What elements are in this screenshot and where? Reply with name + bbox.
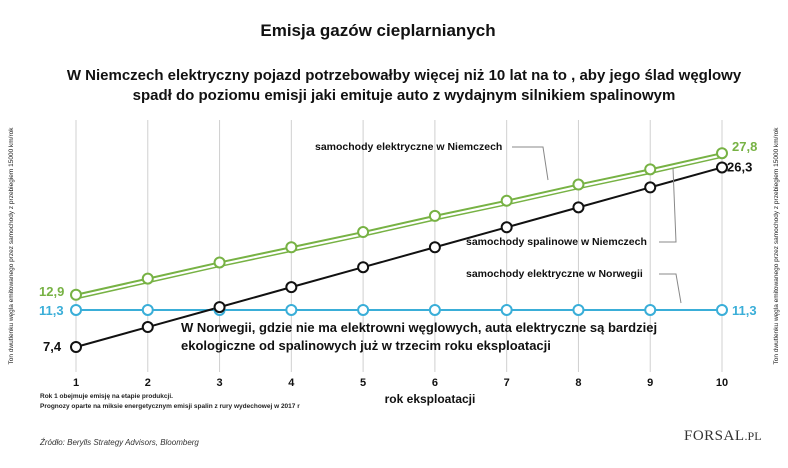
x-tick-label: 9: [647, 377, 654, 389]
data-point-spalinowe-niemcy: [143, 322, 153, 332]
data-point-spalinowe-niemcy: [717, 162, 727, 172]
start-value-label-elektryczne-norwegia: 11,3: [39, 302, 64, 318]
data-point-elektryczne-niemcy: [502, 196, 512, 206]
data-point-elektryczne-niemcy: [645, 164, 655, 174]
data-point-spalinowe-niemcy: [430, 242, 440, 252]
x-tick-label: 6: [431, 377, 438, 389]
series-label-elektryczne-norwegia: samochody elektryczne w Norwegii: [466, 268, 643, 280]
data-point-elektryczne-niemcy: [143, 274, 153, 284]
data-point-spalinowe-niemcy: [502, 222, 512, 232]
forsal-logo: [684, 428, 762, 444]
data-point-spalinowe-niemcy: [71, 342, 81, 352]
series-labels: [315, 141, 681, 303]
footnote-production: Rok 1 obejmuje emisję na etapie produkcji.: [40, 393, 173, 400]
end-value-label-elektryczne-norwegia: 11,3: [732, 302, 757, 318]
x-tick-label: 3: [216, 377, 223, 389]
data-point-elektryczne-norwegia: [430, 305, 440, 315]
leader-line-elektryczne-niemcy: [512, 147, 548, 180]
x-tick-label: 5: [360, 377, 367, 389]
series-lines: [76, 153, 722, 347]
forsal-logo-suffix: .PL: [744, 429, 762, 443]
x-tick-label: 8: [575, 377, 582, 389]
chart-subtitle-line-1: W Niemczech elektryczny pojazd potrzebowałby więcej niż 10 lat na to , aby jego ślad węglowy: [66, 67, 742, 84]
data-point-elektryczne-norwegia: [573, 305, 583, 315]
data-point-elektryczne-niemcy: [215, 257, 225, 267]
x-tick-label: 10: [715, 377, 729, 389]
x-tick-label: 1: [72, 377, 80, 389]
annotation-line-1: W Norwegii, gdzie nie ma elektrowni węglowych, auta elektryczne są bardziej: [181, 320, 658, 335]
data-point-elektryczne-niemcy: [286, 242, 296, 252]
y-axis-label-right: Ton dwutlenku węgla emitowanego przez samochody z przebiegiem 15000 km/rok: [773, 127, 780, 365]
data-point-elektryczne-niemcy: [358, 227, 368, 237]
y-axis-label-left: Ton dwutlenku węgla emitowanego przez samochody z przebiegiem 15000 km/rok: [8, 127, 15, 365]
data-point-spalinowe-niemcy: [358, 262, 368, 272]
data-point-elektryczne-niemcy: [430, 211, 440, 221]
data-point-spalinowe-niemcy: [215, 302, 225, 312]
data-point-elektryczne-norwegia: [358, 305, 368, 315]
data-point-elektryczne-niemcy: [717, 148, 727, 158]
source-text: Źródło: Berylls Strategy Advisors, Bloomberg: [40, 438, 199, 447]
start-value-label-elektryczne-niemcy: 12,9: [39, 283, 65, 299]
forsal-logo-main: FORSAL: [684, 428, 745, 444]
data-point-elektryczne-niemcy: [71, 290, 81, 300]
x-tick-label: 7: [503, 377, 510, 389]
x-tick-label: 2: [144, 377, 151, 389]
leader-line-spalinowe-niemcy: [659, 168, 676, 242]
series-label-spalinowe-niemcy: samochody spalinowe w Niemczech: [466, 236, 647, 248]
data-point-spalinowe-niemcy: [573, 202, 583, 212]
data-point-elektryczne-norwegia: [71, 305, 81, 315]
annotation-line-2: ekologiczne od spalinowych już w trzecim roku eksploatacji: [181, 338, 551, 353]
data-point-elektryczne-norwegia: [717, 305, 727, 315]
x-tick-label: 4: [288, 377, 295, 389]
chart-subtitle-line-2: spadł do poziomu emisji jaki emituje auto z wydajnym silnikiem spalinowym: [132, 87, 676, 104]
end-value-label-elektryczne-niemcy: 27,8: [732, 139, 758, 155]
footnote-forecast: Prognozy oparte na miksie energetycznym emisji spalin z rury wydechowej w 2017 r: [40, 403, 300, 410]
data-point-elektryczne-norwegia: [143, 305, 153, 315]
x-axis-ticks: [73, 377, 728, 389]
data-point-elektryczne-norwegia: [286, 305, 296, 315]
leader-line-elektryczne-norwegia: [659, 274, 681, 303]
data-point-spalinowe-niemcy: [645, 182, 655, 192]
x-axis-label: rok eksploatacji: [384, 392, 476, 406]
start-value-label-spalinowe-niemcy: 7,4: [43, 339, 62, 354]
data-point-elektryczne-norwegia: [502, 305, 512, 315]
data-point-spalinowe-niemcy: [286, 282, 296, 292]
data-point-elektryczne-norwegia: [645, 305, 655, 315]
chart-title: Emisja gazów cieplarnianych: [260, 21, 496, 40]
end-value-label-spalinowe-niemcy: 26,3: [727, 159, 753, 175]
series-label-elektryczne-niemcy: samochody elektryczne w Niemczech: [315, 141, 503, 153]
data-point-elektryczne-niemcy: [573, 180, 583, 190]
